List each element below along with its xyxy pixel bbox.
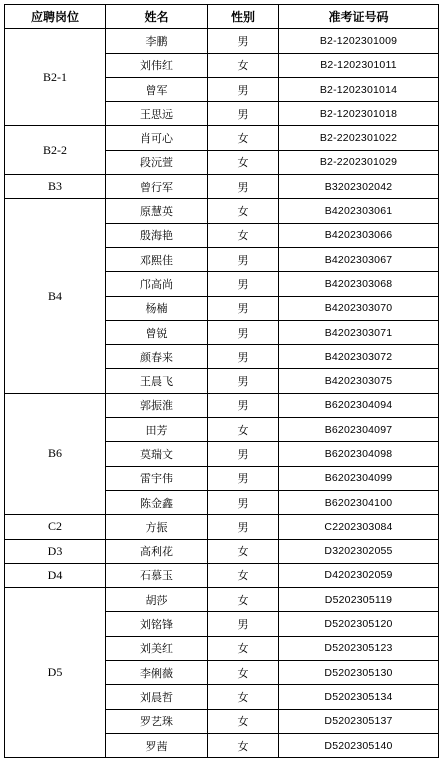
candidate-table — [4, 4, 439, 758]
name-cell: 颜春来 — [106, 345, 208, 369]
exam-number-cell: B6202304098 — [279, 442, 439, 466]
position-cell: D4 — [5, 563, 106, 587]
gender-cell: 女 — [208, 563, 279, 587]
name-cell: 胡莎 — [106, 588, 208, 612]
name-cell: 雷宇伟 — [106, 466, 208, 490]
exam-number-cell: B4202303067 — [279, 247, 439, 271]
name-cell: 李鹏 — [106, 29, 208, 53]
name-cell: 罗茜 — [106, 733, 208, 757]
table-row — [5, 29, 439, 53]
gender-cell: 女 — [208, 223, 279, 247]
name-cell: 段沅萱 — [106, 150, 208, 174]
position-cell: D5 — [5, 588, 106, 758]
name-cell: 陈金鑫 — [106, 490, 208, 514]
gender-cell: 男 — [208, 345, 279, 369]
name-cell: 殷海艳 — [106, 223, 208, 247]
header-gender: 性别 — [208, 5, 279, 29]
table-row — [5, 563, 439, 587]
table-row — [5, 515, 439, 539]
gender-cell: 男 — [208, 247, 279, 271]
exam-number-cell: B2-1202301011 — [279, 53, 439, 77]
gender-cell: 男 — [208, 102, 279, 126]
gender-cell: 女 — [208, 53, 279, 77]
gender-cell: 女 — [208, 418, 279, 442]
name-cell: 刘美红 — [106, 636, 208, 660]
gender-cell: 男 — [208, 175, 279, 199]
exam-number-cell: B4202303061 — [279, 199, 439, 223]
name-cell: 曾锐 — [106, 320, 208, 344]
header-row — [5, 5, 439, 29]
exam-number-cell: B3202302042 — [279, 175, 439, 199]
name-cell: 邝高尚 — [106, 272, 208, 296]
gender-cell: 女 — [208, 661, 279, 685]
exam-number-cell: D4202302059 — [279, 563, 439, 587]
table-row — [5, 175, 439, 199]
gender-cell: 女 — [208, 685, 279, 709]
name-cell: 杨楠 — [106, 296, 208, 320]
exam-number-cell: D5202305120 — [279, 612, 439, 636]
name-cell: 罗艺珠 — [106, 709, 208, 733]
gender-cell: 男 — [208, 369, 279, 393]
exam-number-cell: B6202304099 — [279, 466, 439, 490]
name-cell: 田芳 — [106, 418, 208, 442]
exam-number-cell: D5202305119 — [279, 588, 439, 612]
gender-cell: 男 — [208, 77, 279, 101]
exam-number-cell: B2-2202301022 — [279, 126, 439, 150]
position-cell: B2-2 — [5, 126, 106, 175]
name-cell: 李俐薇 — [106, 661, 208, 685]
exam-number-cell: D5202305137 — [279, 709, 439, 733]
header-exam-number: 准考证号码 — [279, 5, 439, 29]
exam-number-cell: C2202303084 — [279, 515, 439, 539]
exam-number-cell: B6202304094 — [279, 393, 439, 417]
gender-cell: 女 — [208, 150, 279, 174]
exam-number-cell: B4202303072 — [279, 345, 439, 369]
exam-number-cell: D5202305130 — [279, 661, 439, 685]
gender-cell: 男 — [208, 490, 279, 514]
table-row — [5, 588, 439, 612]
name-cell: 原慧英 — [106, 199, 208, 223]
header-position: 应聘岗位 — [5, 5, 106, 29]
name-cell: 莫瑞文 — [106, 442, 208, 466]
gender-cell: 男 — [208, 442, 279, 466]
gender-cell: 男 — [208, 393, 279, 417]
exam-number-cell: B4202303068 — [279, 272, 439, 296]
gender-cell: 男 — [208, 515, 279, 539]
table-body — [5, 29, 439, 758]
exam-number-cell: D5202305134 — [279, 685, 439, 709]
table-row — [5, 126, 439, 150]
exam-number-cell: B2-1202301014 — [279, 77, 439, 101]
position-cell: B4 — [5, 199, 106, 393]
position-cell: C2 — [5, 515, 106, 539]
name-cell: 刘铭锋 — [106, 612, 208, 636]
name-cell: 郭振淮 — [106, 393, 208, 417]
name-cell: 曾军 — [106, 77, 208, 101]
exam-number-cell: B2-1202301018 — [279, 102, 439, 126]
gender-cell: 女 — [208, 709, 279, 733]
gender-cell: 男 — [208, 466, 279, 490]
exam-number-cell: B4202303070 — [279, 296, 439, 320]
name-cell: 王思远 — [106, 102, 208, 126]
gender-cell: 女 — [208, 733, 279, 757]
gender-cell: 女 — [208, 539, 279, 563]
gender-cell: 男 — [208, 612, 279, 636]
name-cell: 肖可心 — [106, 126, 208, 150]
gender-cell: 女 — [208, 636, 279, 660]
name-cell: 方振 — [106, 515, 208, 539]
name-cell: 刘晨哲 — [106, 685, 208, 709]
gender-cell: 女 — [208, 199, 279, 223]
exam-number-cell: B4202303071 — [279, 320, 439, 344]
name-cell: 邓熙佳 — [106, 247, 208, 271]
exam-number-cell: B4202303075 — [279, 369, 439, 393]
name-cell: 曾行军 — [106, 175, 208, 199]
gender-cell: 男 — [208, 29, 279, 53]
gender-cell: 男 — [208, 296, 279, 320]
position-cell: B2-1 — [5, 29, 106, 126]
name-cell: 刘伟红 — [106, 53, 208, 77]
table-row — [5, 199, 439, 223]
gender-cell: 男 — [208, 272, 279, 296]
position-cell: B6 — [5, 393, 106, 514]
exam-number-cell: B4202303066 — [279, 223, 439, 247]
exam-number-cell: D3202302055 — [279, 539, 439, 563]
name-cell: 王晨飞 — [106, 369, 208, 393]
name-cell: 高利花 — [106, 539, 208, 563]
name-cell: 石慕玉 — [106, 563, 208, 587]
gender-cell: 男 — [208, 320, 279, 344]
gender-cell: 女 — [208, 588, 279, 612]
exam-number-cell: B6202304100 — [279, 490, 439, 514]
position-cell: D3 — [5, 539, 106, 563]
gender-cell: 女 — [208, 126, 279, 150]
exam-number-cell: D5202305140 — [279, 733, 439, 757]
position-cell: B3 — [5, 175, 106, 199]
exam-number-cell: B2-1202301009 — [279, 29, 439, 53]
header-name: 姓名 — [106, 5, 208, 29]
exam-number-cell: B2-2202301029 — [279, 150, 439, 174]
exam-number-cell: D5202305123 — [279, 636, 439, 660]
table-row — [5, 393, 439, 417]
table-row — [5, 539, 439, 563]
exam-number-cell: B6202304097 — [279, 418, 439, 442]
